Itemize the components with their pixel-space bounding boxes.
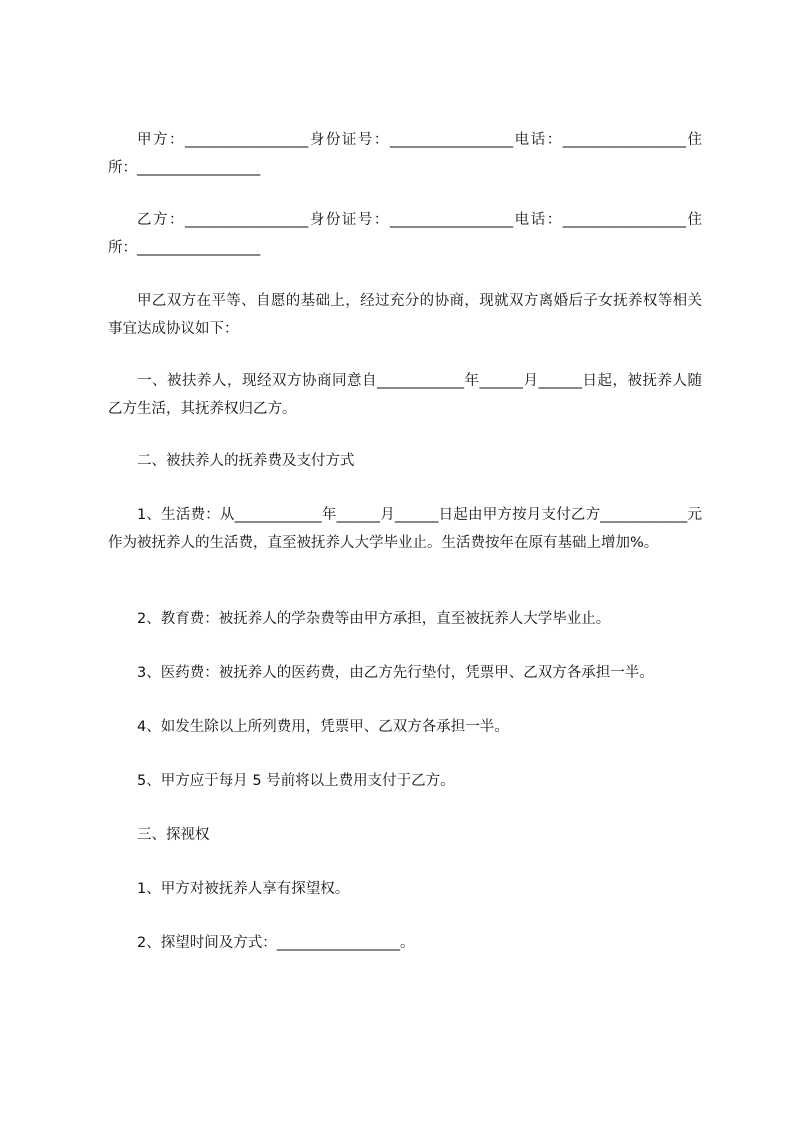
- item-2-3-medical-expense: 3、医药费：被抚养人的医药费，由乙方先行垫付，凭票甲、乙双方各承担一半。: [137, 665, 654, 681]
- section-3-title: 三、探视权: [137, 827, 210, 843]
- party-a-line: 甲方：_________________身份证号：_________________电话：_________________住所：_________________: [108, 132, 702, 176]
- item-2-2-education-expense: 2、教育费：被抚养人的学杂费等由甲方承担，直至被抚养人大学毕业止。: [137, 611, 611, 627]
- section-2-title: 二、被扶养人的抚养费及支付方式: [137, 453, 355, 469]
- section-1-paragraph: 一、被扶养人，现经双方协商同意自____________年______月______日起，被抚养人随乙方生活，其抚养权归乙方。: [108, 373, 702, 417]
- item-2-5-payment-date: 5、甲方应于每月 5 号前将以上费用支付于乙方。: [137, 773, 455, 789]
- intro-paragraph: 甲乙双方在平等、自愿的基础上，经过充分的协商，现就双方离婚后子女抚养权等相关事宜达成协议如下：: [108, 293, 702, 337]
- item-3-1-visitation-right: 1、甲方对被抚养人享有探望权。: [137, 881, 350, 897]
- item-3-2-visitation-method: 2、探望时间及方式：_________________。: [137, 935, 415, 951]
- item-2-1-living-expense: 1、生活费：从____________年______月______日起由甲方按月支付乙方____________元作为被抚养人的生活费，直至被抚养人大学毕业止。生活费按年在原有基础上增加%。: [108, 507, 702, 551]
- item-2-4-other-expense: 4、如发生除以上所列费用，凭票甲、乙双方各承担一半。: [137, 719, 509, 735]
- party-b-line: 乙方：_________________身份证号：_________________电话：_________________住所：_________________: [108, 212, 702, 256]
